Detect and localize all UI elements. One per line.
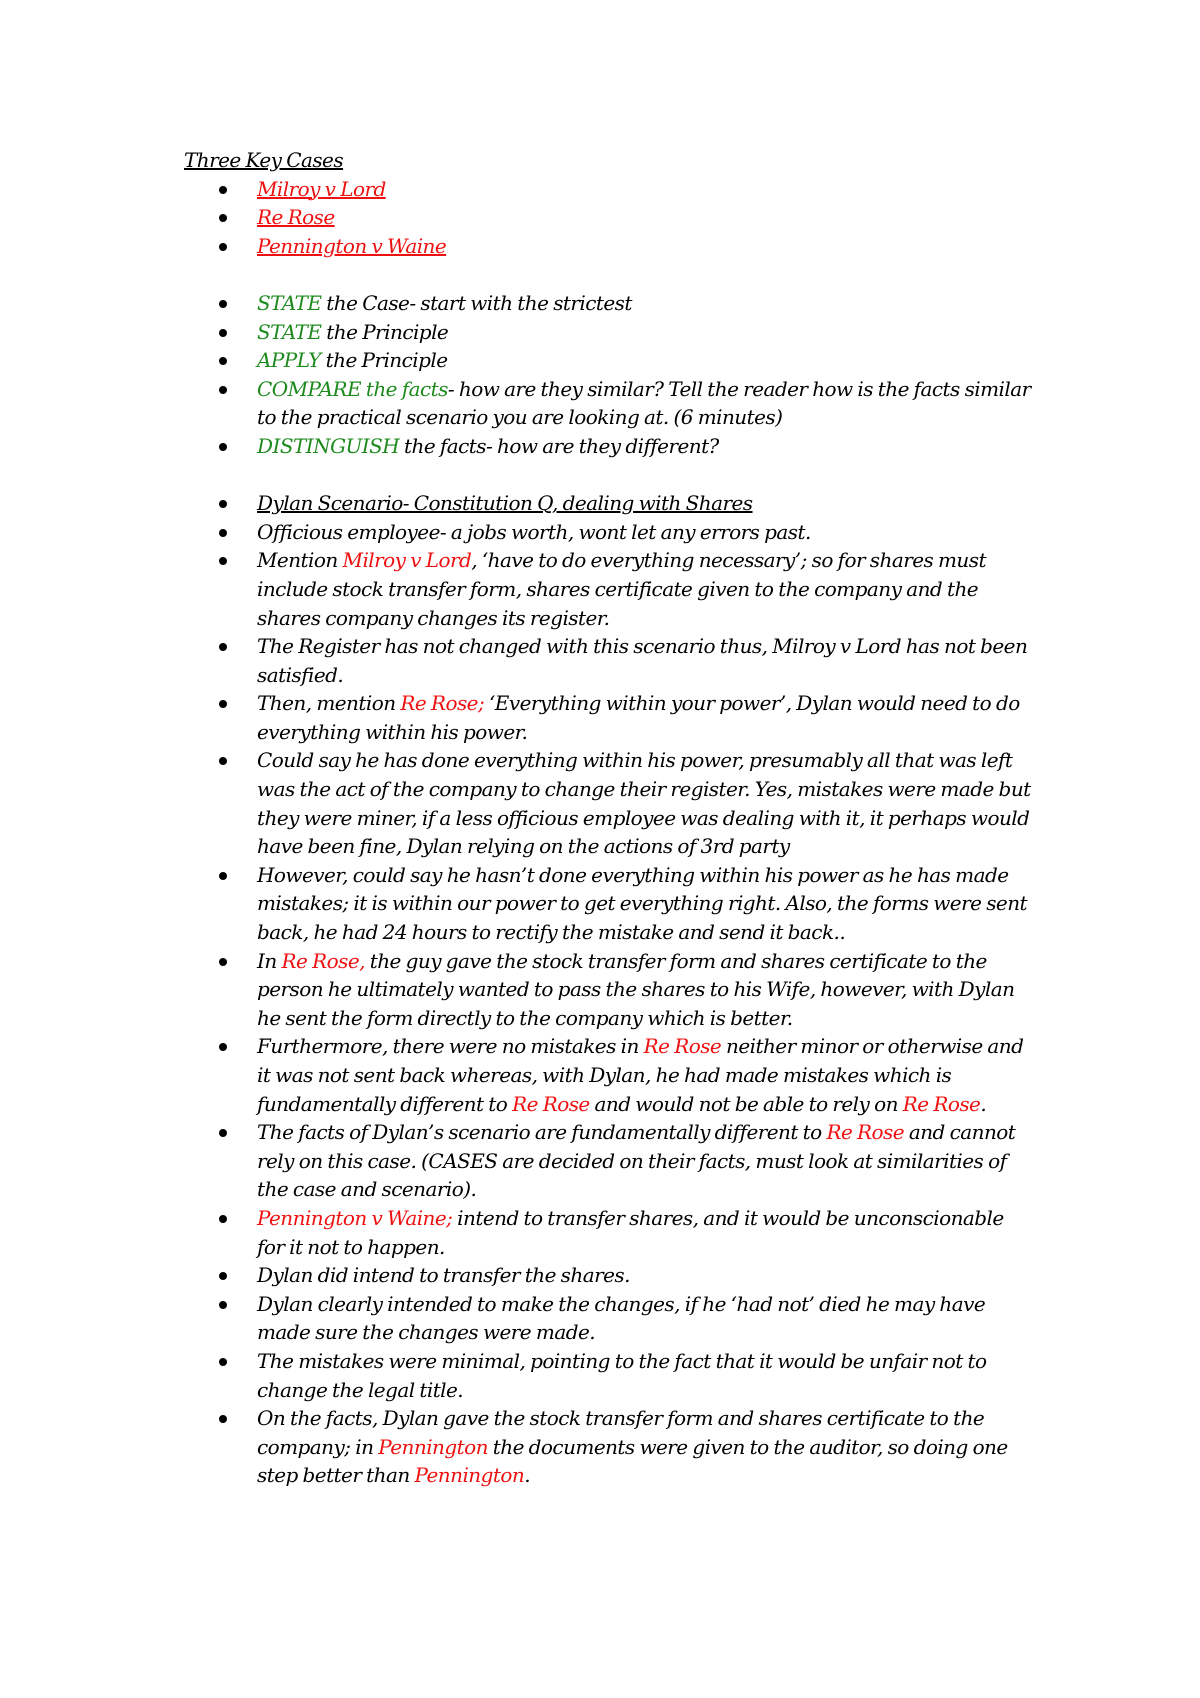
bullet-icon xyxy=(219,1129,227,1137)
list-item xyxy=(184,289,1034,318)
item-text: . xyxy=(980,1091,987,1116)
bullet-icon xyxy=(219,386,227,394)
list-item xyxy=(184,518,1034,547)
page-title: Three Key Cases xyxy=(184,148,344,172)
case-name: Milroy v Lord xyxy=(257,176,386,201)
list-item xyxy=(184,861,1034,947)
list-item xyxy=(184,1347,1034,1404)
bullet-icon xyxy=(219,958,227,966)
list-item xyxy=(184,375,1034,432)
list-item xyxy=(184,318,1034,347)
bullet-list-scenario xyxy=(184,489,1034,1490)
list-item xyxy=(184,232,1034,261)
item-text: the Case- start with the strictest xyxy=(321,290,632,315)
list-item xyxy=(184,546,1034,632)
item-text: the Principle xyxy=(320,348,448,373)
item-text: the facts- how are they different? xyxy=(399,433,719,458)
item-text: the guy gave the stock transfer form and shares certificate to the person he ultimately wanted to pass the shares to his Wife, however, with Dylan he sent the form directly to the company which is better. xyxy=(257,948,1015,1030)
item-text: and cannot rely on this case. (CASES are decided on their facts, must look at similarities of the case and scenario). xyxy=(257,1120,1016,1202)
case-name: Pennington xyxy=(378,1434,488,1459)
item-text: Dylan Scenario- Constitution Q, dealing with Shares xyxy=(257,491,753,516)
item-text: However, could say he hasn’t done everything within his power as he has made mistakes; it is within our power to get everything right. Also, the forms were sent back, he had 24 hours to rectify the mistake and send it back.. xyxy=(257,862,1028,945)
bullet-icon xyxy=(219,700,227,708)
instruction-keyword: DISTINGUISH xyxy=(257,433,400,458)
bullet-icon xyxy=(219,529,227,537)
item-text: Officious employee- a jobs worth, wont let any errors past. xyxy=(257,519,811,544)
item-text: intend to transfer shares, and it would be unconscionable for it not to happen. xyxy=(257,1205,1004,1259)
bullet-icon xyxy=(219,243,227,251)
bullet-icon xyxy=(219,500,227,508)
bullet-icon xyxy=(219,357,227,365)
list-item xyxy=(184,746,1034,860)
case-name: Pennington v Waine xyxy=(257,233,447,258)
list-item xyxy=(184,947,1034,1033)
item-text: Dylan did intend to transfer the shares. xyxy=(257,1263,630,1288)
list-item xyxy=(184,1118,1034,1204)
item-text: The Register has not changed with this scenario thus, Milroy v Lord has not been satisfied. xyxy=(257,634,1028,687)
item-text: - how are they similar? Tell the reader how is the facts similar to the practical scenario you are looking at. (6 minutes) xyxy=(257,376,1031,430)
list-item xyxy=(184,203,1034,232)
item-text: On the facts, Dylan gave the stock transfer form and shares certificate to the company; in xyxy=(257,1406,985,1459)
item-text: In xyxy=(257,948,282,973)
bullet-icon xyxy=(219,214,227,222)
bullet-icon xyxy=(219,1215,227,1223)
list-item xyxy=(184,1290,1034,1347)
item-text: Could say he has done everything within his power, presumably all that was left was the act of the company to change their register. Yes, mistakes were made but they were miner, if a less officious employee was dealing with it, it perhaps would have been fine, Dylan relying on the actions of 3rd party xyxy=(257,748,1031,859)
item-text: the documents were given to the auditor, so doing one step better than xyxy=(257,1434,1008,1488)
document-body xyxy=(184,146,1034,1490)
bullet-list-method xyxy=(184,289,1034,461)
item-text: The mistakes were minimal, pointing to the fact that it would be unfair not to change the legal title. xyxy=(257,1348,987,1402)
case-name: Re Rose xyxy=(512,1091,590,1116)
bullet-icon xyxy=(219,1272,227,1280)
list-item xyxy=(184,346,1034,375)
bullet-lists xyxy=(184,175,1034,1490)
item-text: Then, mention xyxy=(257,691,401,716)
bullet-list-cases xyxy=(184,175,1034,261)
case-name: Re Rose xyxy=(902,1091,981,1116)
bullet-icon xyxy=(219,872,227,880)
case-name: Re Rose; xyxy=(400,691,485,716)
list-item xyxy=(184,175,1034,204)
list-item xyxy=(184,1032,1034,1118)
item-text: , ‘have to do everything necessary’; so for shares must include stock transfer form, shares certificate given to the company and the shares company changes its register. xyxy=(257,548,986,630)
instruction-keyword: COMPARE the facts xyxy=(257,376,448,401)
list-item xyxy=(184,1404,1034,1490)
bullet-icon xyxy=(219,186,227,194)
item-text: . xyxy=(524,1463,531,1488)
list-item xyxy=(184,489,1034,518)
bullet-icon xyxy=(219,1358,227,1366)
instruction-keyword: APPLY xyxy=(257,348,321,373)
case-name: Milroy v Lord xyxy=(342,548,472,573)
item-text: ‘Everything within your power’, Dylan would need to do everything within his power. xyxy=(257,691,1020,744)
case-name: Pennington v Waine; xyxy=(257,1205,453,1230)
list-spacer xyxy=(184,461,1034,490)
list-item xyxy=(184,1204,1034,1261)
bullet-icon xyxy=(219,1415,227,1423)
bullet-icon xyxy=(219,443,227,451)
case-name: Re Rose xyxy=(257,205,335,230)
instruction-keyword: STATE xyxy=(257,319,322,344)
list-item xyxy=(184,689,1034,746)
item-text: Mention xyxy=(257,548,343,573)
case-name: Re Rose xyxy=(643,1034,722,1059)
case-name: Re Rose xyxy=(826,1120,905,1145)
bullet-icon xyxy=(219,300,227,308)
item-text: The facts of Dylan’s scenario are fundamentally different to xyxy=(257,1120,827,1145)
list-item xyxy=(184,1261,1034,1290)
bullet-icon xyxy=(219,643,227,651)
bullet-icon xyxy=(219,1301,227,1309)
bullet-icon xyxy=(219,757,227,765)
item-text: neither minor or otherwise and it was not sent back whereas, with Dylan, he had made mistakes which is fundamentally different to xyxy=(257,1034,1024,1116)
bullet-icon xyxy=(219,557,227,565)
item-text: Dylan clearly intended to make the changes, if he ‘had not’ died he may have made sure the changes were made. xyxy=(257,1291,986,1345)
item-text: and would not be able to rely on xyxy=(589,1091,903,1116)
instruction-keyword: STATE xyxy=(257,290,322,315)
list-spacer xyxy=(184,260,1034,289)
bullet-icon xyxy=(219,1043,227,1051)
item-text: the Principle xyxy=(321,319,449,344)
list-item xyxy=(184,432,1034,461)
bullet-icon xyxy=(219,329,227,337)
case-name: Pennington xyxy=(414,1463,525,1488)
case-name: Re Rose, xyxy=(281,948,365,973)
item-text: Furthermore, there were no mistakes in xyxy=(257,1034,644,1059)
list-item xyxy=(184,632,1034,689)
